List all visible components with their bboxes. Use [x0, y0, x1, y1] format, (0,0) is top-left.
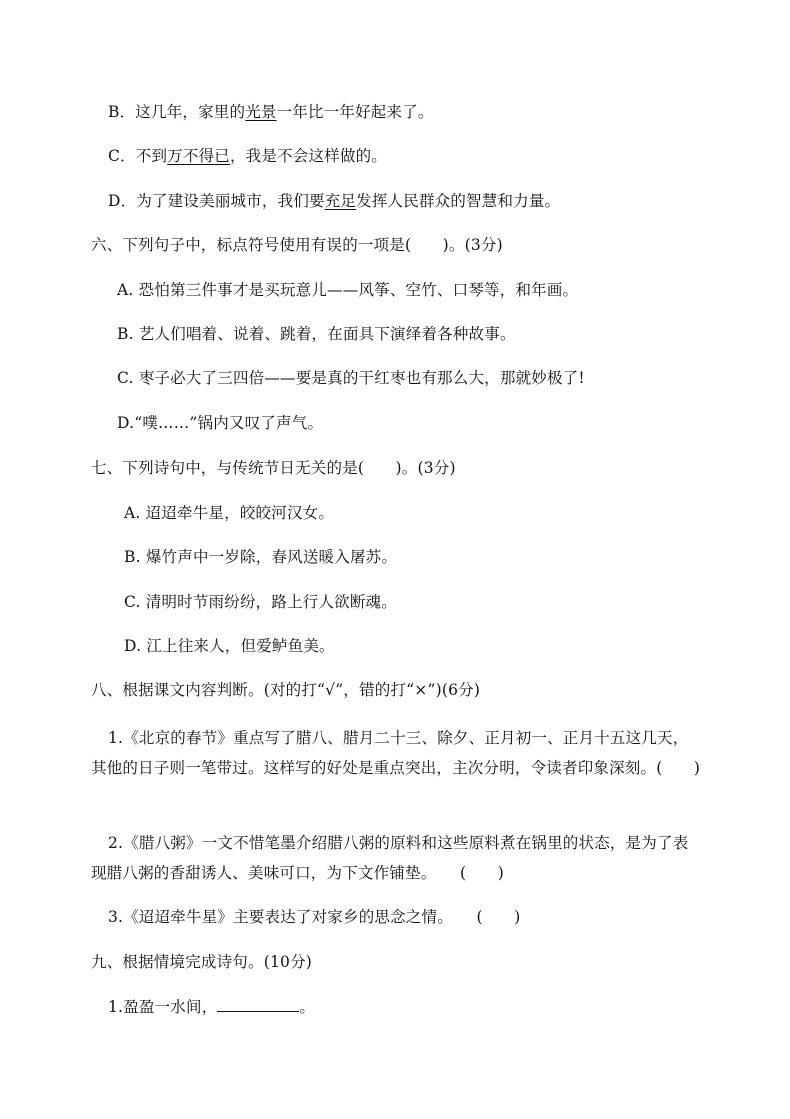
- q6-option-d: D.“噗……”锅内又叹了声气。: [117, 414, 324, 432]
- q9-item-1-text: 1.盈盈一水间，: [108, 998, 218, 1016]
- q5-option-c: [108, 145, 387, 167]
- q5-option-d-underlined: 充足: [324, 192, 357, 210]
- q7-option-b: B. 爆竹声中一岁除，春风送暖入屠苏。: [124, 548, 398, 566]
- q5-option-d-pre: D．为了建设美丽城市，我们要: [108, 192, 325, 210]
- q7-option-d: D. 江上往来人，但爱鲈鱼美。: [124, 637, 335, 655]
- q5-option-d-post: 发挥人民群众的智慧和力量。: [356, 192, 561, 210]
- q7-stem: 七、下列诗句中，与传统节日无关的是( )。(3分): [91, 459, 456, 477]
- q7-option-c: C. 清明时节雨纷纷，路上行人欲断魂。: [124, 593, 397, 611]
- q8-item-1: 1.《北京的春节》重点写了腊八、腊月二十三、除夕、正月初一、正月十五这几天，其他的日子则一笔带过。这样写的好处是重点突出，主次分明，令读者印象深刻。( ): [91, 729, 701, 777]
- q5-option-b-post: 一年比一年好起来了。: [276, 103, 434, 121]
- q6-option-a: A. 恐怕第三件事才是买玩意儿——风筝、空竹、口琴等，和年画。: [117, 281, 579, 299]
- q6-option-c: C. 枣子必大了三四倍——要是真的干红枣也有那么大，那就妙极了!: [117, 369, 585, 387]
- q5-option-d: [108, 190, 560, 212]
- q9-stem: 九、根据情境完成诗句。(10分): [91, 953, 313, 971]
- q9-item-1: [108, 996, 315, 1018]
- q8-stem: 八、根据课文内容判断。(对的打“√”，错的打“×”)(6分): [91, 681, 481, 699]
- q5-option-b-pre: B．这几年，家里的: [108, 103, 246, 121]
- q8-item-3: 3.《迢迢牵牛星》主要表达了对家乡的思念之情。 ( ): [108, 908, 521, 926]
- q8-item-2: 2.《腊八粥》一文不惜笔墨介绍腊八粥的原料和这些原料煮在锅里的状态，是为了表现腊八粥的香甜诱人、美味可口，为下文作铺垫。 ( ): [91, 834, 689, 882]
- q5-option-b-underlined: 光景: [245, 103, 277, 121]
- q6-stem: 六、下列句子中，标点符号使用有误的一项是( )。(3分): [91, 236, 503, 254]
- q5-option-c-pre: C．不到: [108, 147, 168, 165]
- q5-option-c-underlined: 万不得已: [167, 147, 230, 165]
- q6-option-b: B. 艺人们唱着、说着、跳着，在面具下演绎着各种故事。: [117, 325, 516, 343]
- q5-option-c-post: ，我是不会这样做的。: [229, 147, 387, 165]
- q9-item-1-end: 。: [299, 998, 316, 1016]
- q5-option-b: [108, 101, 434, 123]
- answer-blank[interactable]: [217, 997, 299, 1012]
- q7-option-a: A. 迢迢牵牛星，皎皎河汉女。: [124, 504, 335, 522]
